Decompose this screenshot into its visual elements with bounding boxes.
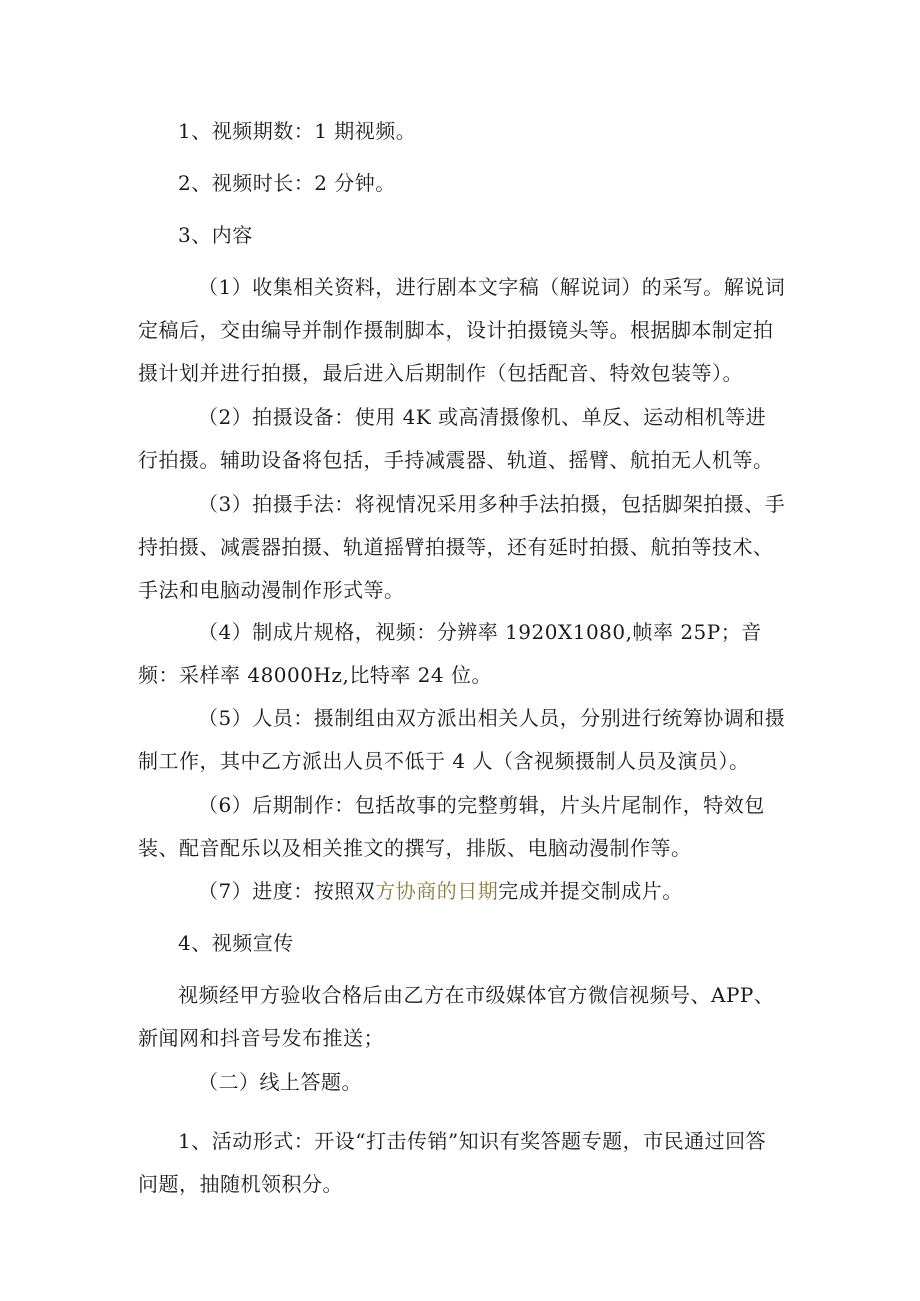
online-form-text: 1、活动形式：开设“打击传销”知识有奖答题专题，市民通过回答问题，抽随机领积分。 (138, 1129, 767, 1196)
content-item-3: （3）拍摄手法：将视情况采用多种手法拍摄，包括脚架拍摄、手持拍摄、减震器拍摄、轨道摇臂拍摄等，还有延时拍摄、航拍等技术、手法和电脑动漫制作形式等。 (138, 492, 786, 602)
promo-heading: 4、视频宣传 (178, 931, 294, 955)
content-item-7-suffix: 完成并提交制成片。 (498, 879, 683, 903)
online-heading: （二）线上答题。 (198, 1070, 362, 1094)
content-item-2: （2）拍摄设备：使用 4K 或高清摄像机、单反、运动相机等进行拍摄。辅助设备将包括，手持减震器、轨道、摇臂、航拍无人机等。 (138, 405, 774, 472)
video-count-line: 1、视频期数：1 期视频。 (178, 119, 417, 143)
content-item-6: （6）后期制作：包括故事的完整剪辑，片头片尾制作，特效包装、配音配乐以及相关推文的撰写，排版、电脑动漫制作等。 (138, 793, 765, 860)
content-heading: 3、内容 (178, 223, 253, 247)
content-item-5: （5）人员：摄制组由双方派出相关人员，分别进行统筹协调和摄制工作，其中乙方派出人员不低于 4 人（含视频摄制人员及演员）。 (138, 706, 786, 773)
content-item-7-highlight: 方协商的日期 (375, 879, 499, 903)
content-item-7-prefix: （7）进度：按照双 (198, 879, 376, 903)
content-item-7 (138, 870, 786, 913)
promo-text: 视频经甲方验收合格后由乙方在市级媒体官方微信视频号、APP、新闻网和抖音号发布推送； (138, 983, 775, 1050)
content-item-4: （4）制成片规格，视频：分辨率 1920X1080,帧率 25P；音频：采样率 48000Hz,比特率 24 位。 (138, 620, 762, 687)
content-item-1: （1）收集相关资料，进行剧本文字稿（解说词）的采写。解说词定稿后，交由编导并制作摄制脚本，设计拍摄镜头等。根据脚本制定拍摄计划并进行拍摄，最后进入后期制作（包括配音、特效包装等）。 (138, 275, 786, 385)
video-length-line: 2、视频时长：2 分钟。 (178, 171, 396, 195)
